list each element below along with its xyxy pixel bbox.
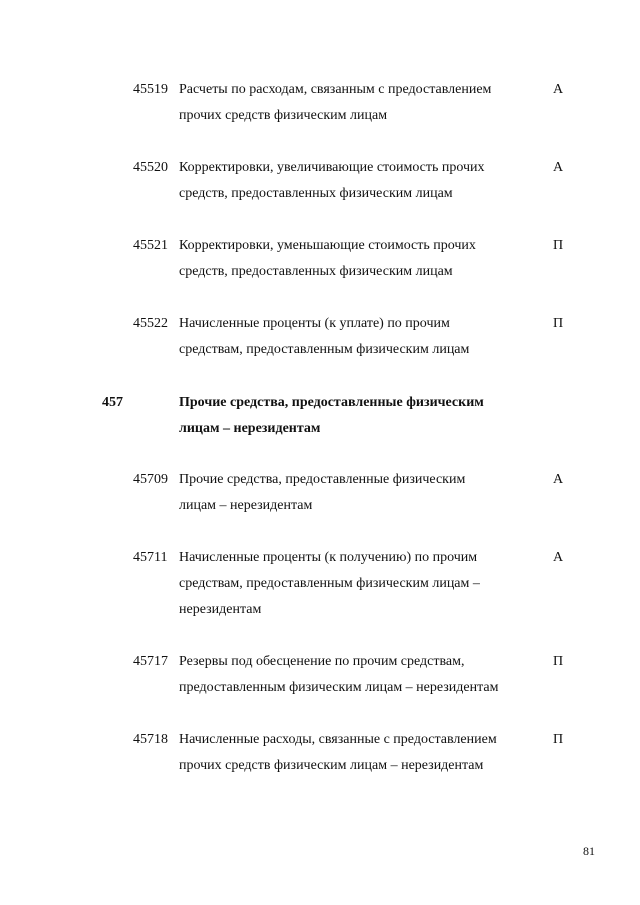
section-title-line: Прочие средства, предоставленные физическим: [179, 395, 484, 410]
description-line: прочих средств физическим лицам – нерезидентам: [179, 758, 484, 773]
description-line: нерезидентам: [179, 602, 262, 617]
account-type: А: [553, 160, 564, 175]
description-line: Начисленные расходы, связанные с предоставлением: [179, 732, 497, 747]
description-line: Прочие средства, предоставленные физическим: [179, 472, 466, 487]
account-description: [179, 233, 539, 285]
description-line: Корректировки, уменьшающие стоимость прочих: [179, 238, 476, 253]
account-type: А: [553, 472, 564, 487]
account-type: П: [553, 654, 564, 669]
account-code: 45521: [133, 238, 168, 253]
description-line: предоставленным физическим лицам – нерезидентам: [179, 680, 499, 695]
account-type: П: [553, 732, 564, 747]
account-type: П: [553, 316, 564, 331]
description-line: прочих средств физическим лицам: [179, 108, 388, 123]
account-description: [179, 155, 539, 207]
account-type: П: [553, 238, 564, 253]
account-description: [179, 77, 539, 129]
account-code: 45717: [133, 654, 168, 669]
account-code: 45519: [133, 82, 168, 97]
section-code: 457: [102, 395, 123, 410]
description-line: Резервы под обесценение по прочим средствам,: [179, 654, 465, 669]
section-title-line: лицам – нерезидентам: [179, 421, 321, 436]
account-description: [179, 545, 539, 623]
account-description: [179, 727, 539, 779]
account-code: 45522: [133, 316, 168, 331]
account-code: 45711: [133, 550, 168, 565]
account-code: 45520: [133, 160, 168, 175]
description-line: лицам – нерезидентам: [179, 498, 313, 513]
description-line: Начисленные проценты (к получению) по прочим: [179, 550, 478, 565]
description-line: средствам, предоставленным физическим лицам –: [179, 576, 480, 591]
description-line: Расчеты по расходам, связанным с предоставлением: [179, 82, 492, 97]
account-type: А: [553, 550, 564, 565]
account-description: [179, 311, 539, 363]
description-line: средств, предоставленных физическим лицам: [179, 186, 453, 201]
account-code: 45709: [133, 472, 168, 487]
description-line: Корректировки, увеличивающие стоимость прочих: [179, 160, 485, 175]
account-type: А: [553, 82, 564, 97]
description-line: средств, предоставленных физическим лицам: [179, 264, 453, 279]
account-code: 45718: [133, 732, 168, 747]
account-description: [179, 649, 539, 701]
description-line: Начисленные проценты (к уплате) по прочим: [179, 316, 450, 331]
description-line: средствам, предоставленным физическим лицам: [179, 342, 470, 357]
section-title: [179, 390, 484, 442]
account-description: [179, 467, 539, 519]
page-number: 81: [583, 844, 595, 858]
